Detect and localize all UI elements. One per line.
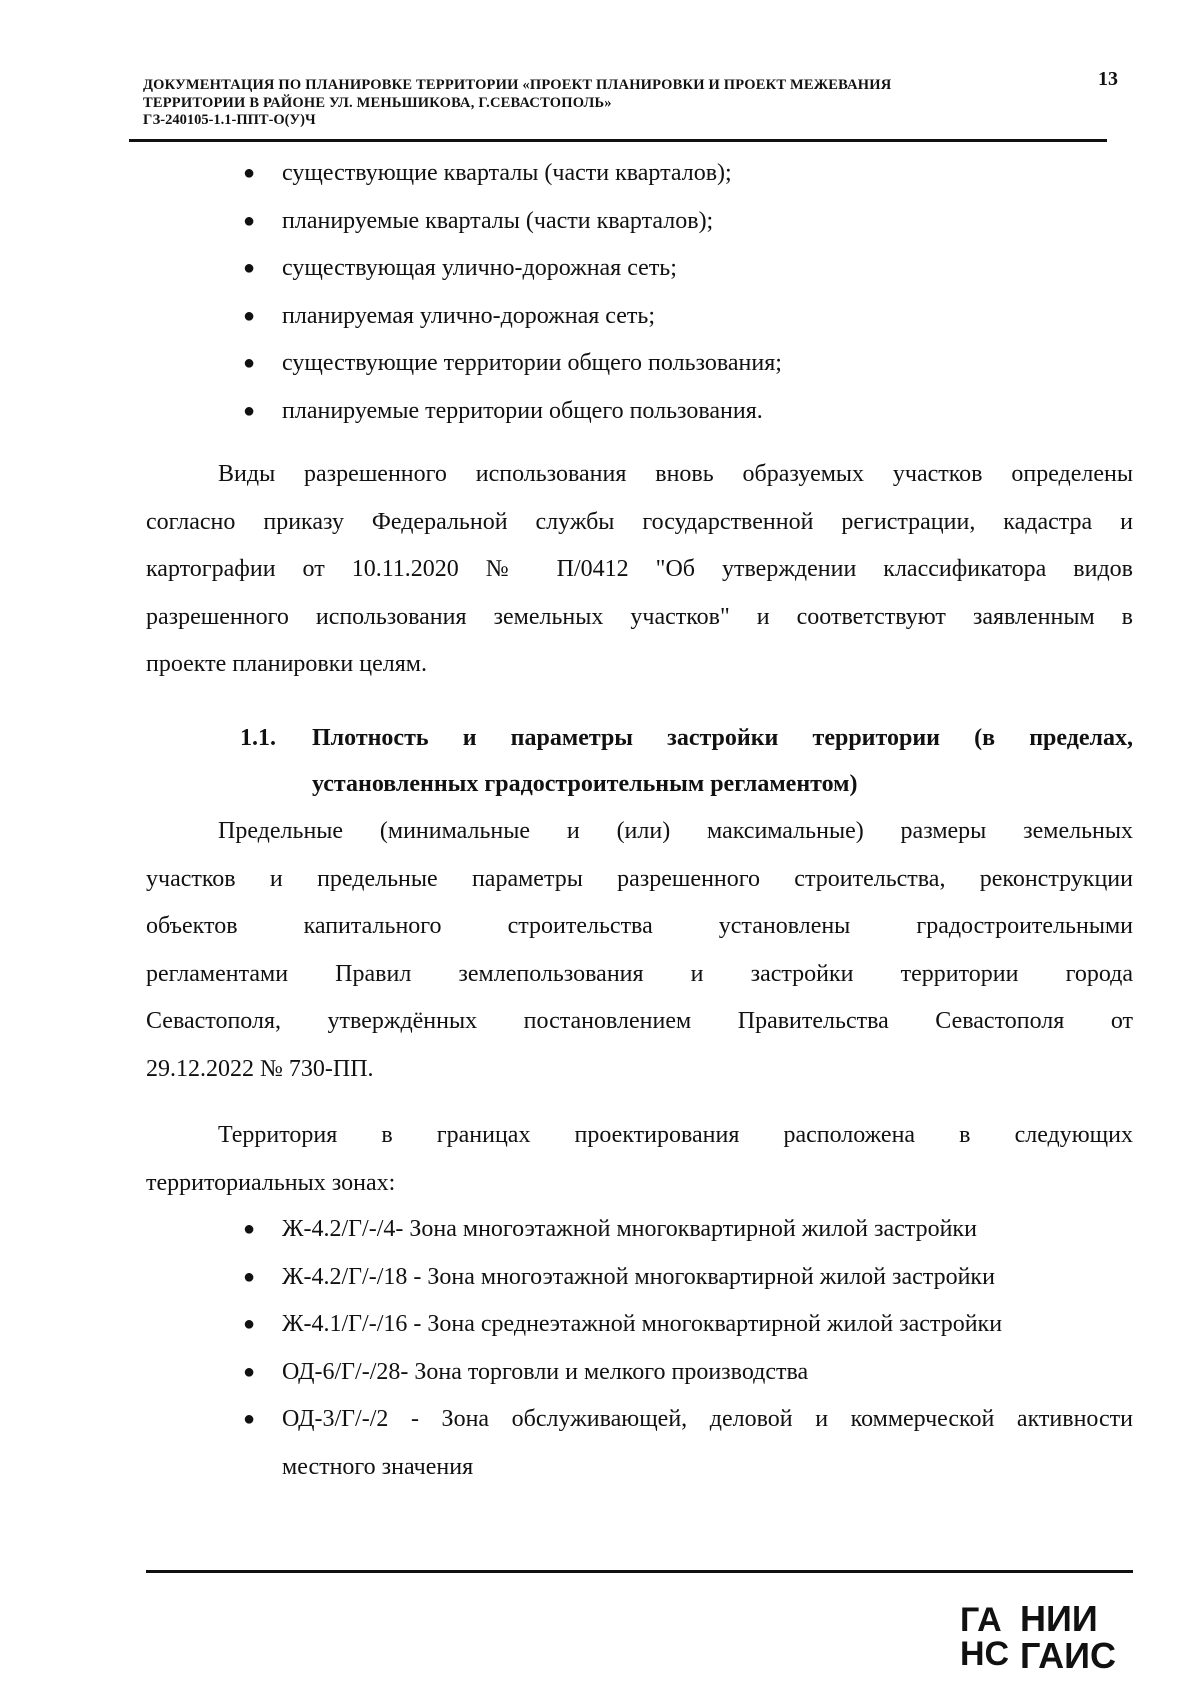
bullet-icon: ●: [243, 1218, 256, 1240]
list-item: ● Ж-4.2/Г/-/18 - Зона многоэтажной многоквартирной жилой застройки: [0, 1254, 1200, 1302]
logo-emblem-icon: [960, 1601, 1009, 1673]
paragraph-regulations: Предельные (минимальные и (или) максимальные) размеры земельных участков и предельные параметры разрешенного строительства, реконструкции объектов капитального строительства установлены градостроительными регламентами Правил землепользования и застройки территории города Севастополя, утверждённых постановлением Правительства Севастополя от 29.12.2022 № 730-ПП.: [146, 818, 1133, 1082]
list-item: ● Ж-4.2/Г/-/4- Зона многоэтажной многоквартирной жилой застройки: [0, 1206, 1200, 1254]
page-number: 13: [1098, 68, 1118, 90]
logo-emblem-top: ГА: [960, 1601, 1002, 1639]
list-item: ● Ж-4.1/Г/-/16 - Зона среднеэтажной многоквартирной жилой застройки: [0, 1301, 1200, 1349]
logo-text-line-1: НИИ: [1020, 1598, 1098, 1639]
bullet-icon: ●: [243, 257, 256, 279]
footer-divider: [146, 1570, 1133, 1573]
list-item: ● планируемые кварталы (части кварталов);: [0, 198, 1200, 246]
document-code: ГЗ-240105-1.1-ППТ-О(У)Ч: [143, 112, 316, 128]
bullet-icon: ●: [243, 399, 256, 422]
logo-text-line-2: ГАИС: [1020, 1635, 1117, 1674]
bullet-icon: ●: [243, 1360, 256, 1383]
paragraph-permitted-use: Виды разрешенного использования вновь образуемых участков определены согласно приказу Федеральной службы государственной регистрации, кадастра и картографии от 10.11.2020 № П/0412 "Об утверждении классификатора видов разрешенного использования земельных участков" и соответствуют заявленным в проекте планировки целям.: [146, 461, 1133, 677]
bullet-icon: ●: [243, 352, 256, 374]
list-item: ● существующие территории общего пользования;: [0, 340, 1200, 388]
list-item: ● существующая улично-дорожная сеть;: [0, 245, 1200, 293]
header-divider: [129, 139, 1107, 142]
feature-list: [0, 150, 1200, 435]
bullet-icon: ●: [243, 304, 256, 327]
niigais-logo: [960, 1598, 1135, 1674]
logo-emblem-bottom: НС: [960, 1635, 1010, 1673]
zones-list: [0, 1206, 1200, 1491]
list-item: ● планируемая улично-дорожная сеть;: [0, 293, 1200, 341]
list-item-continuation: местного значения: [282, 1453, 474, 1480]
bullet-icon: ●: [243, 1265, 256, 1288]
list-item: ● ОД-3/Г/-/2 - Зона обслуживающей, деловой и коммерческой активности: [0, 1396, 1200, 1444]
bullet-icon: ●: [243, 1313, 256, 1335]
document-header: [143, 76, 1043, 128]
section-number: 1.1.: [240, 725, 276, 751]
list-item: ● ОД-6/Г/-/28- Зона торговли и мелкого производства: [0, 1349, 1200, 1397]
section-title-line-1: Плотность и параметры застройки территории (в пределах,: [312, 725, 1133, 751]
bullet-icon: ●: [243, 162, 256, 184]
list-item: ● планируемые территории общего пользования.: [0, 388, 1200, 436]
section-title-line-2: установленных градостроительным регламентом): [312, 771, 858, 797]
list-item: ● существующие кварталы (части кварталов);: [0, 150, 1200, 198]
header-title-line-2: ТЕРРИТОРИИ В РАЙОНЕ УЛ. МЕНЬШИКОВА, Г.СЕВАСТОПОЛЬ»: [143, 95, 612, 111]
bullet-icon: ●: [243, 1408, 256, 1430]
bullet-icon: ●: [243, 209, 256, 232]
header-title-line-1: ДОКУМЕНТАЦИЯ ПО ПЛАНИРОВКЕ ТЕРРИТОРИИ «ПРОЕКТ ПЛАНИРОВКИ И ПРОЕКТ МЕЖЕВАНИЯ: [143, 77, 892, 93]
paragraph-zones-intro: Территория в границах проектирования расположена в следующих территориальных зонах:: [146, 1122, 1133, 1196]
